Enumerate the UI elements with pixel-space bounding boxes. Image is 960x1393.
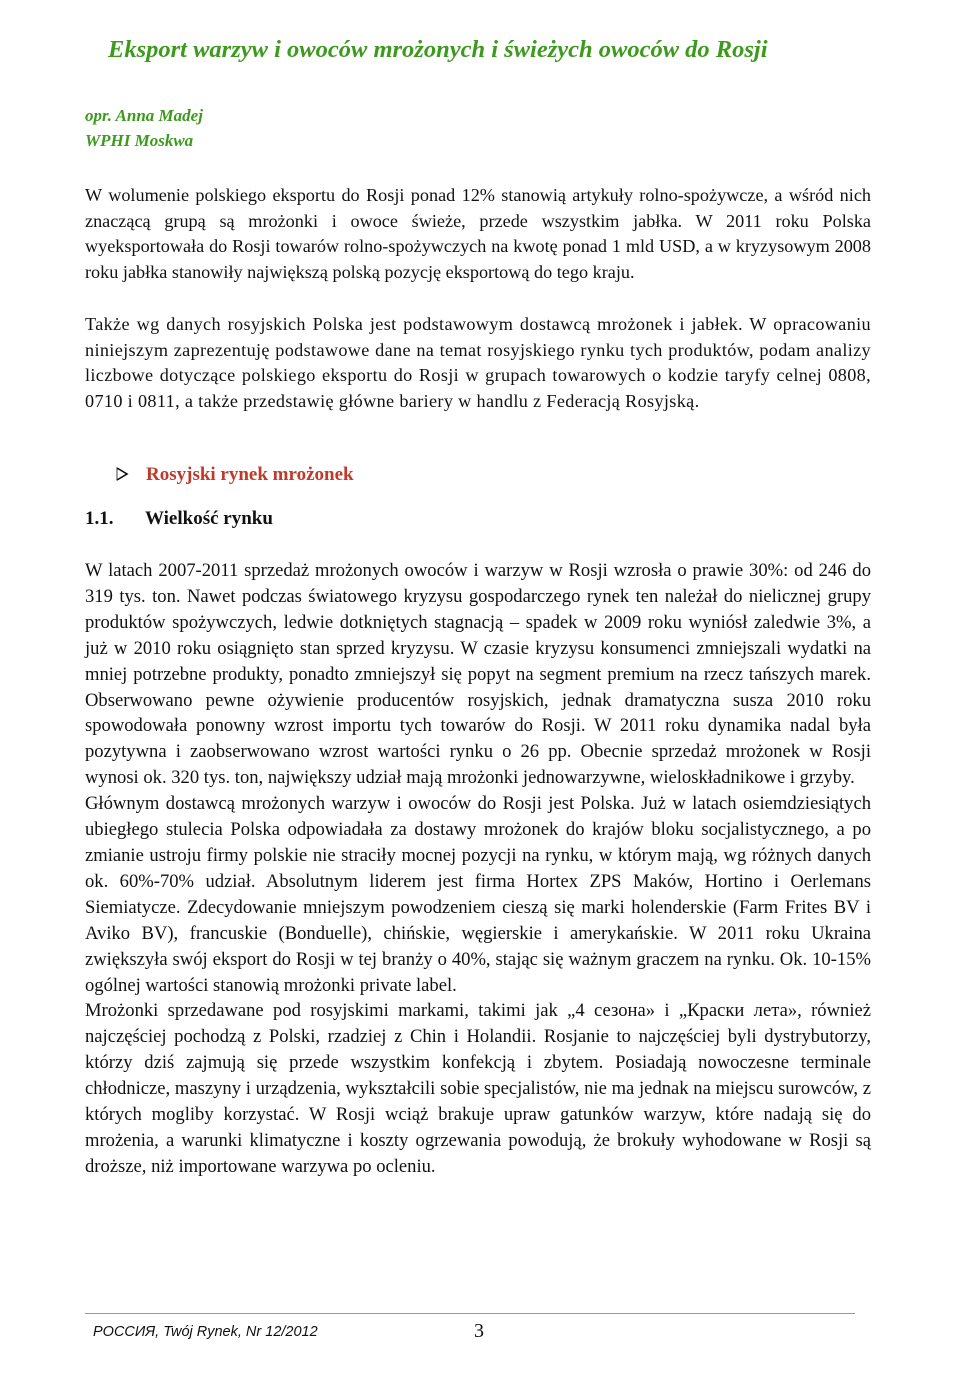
body-paragraph-1: W latach 2007-2011 sprzedaż mrożonych owoców i warzyw w Rosji wzrosła o prawie 30%: od 246 do 319 tys. ton. Nawet podczas światowego kryzysu gospodarczego rynek ten należał do nielicznej grupy produktów spożywczych, ledwie dotkniętych stagnacją – spadek w 2009 roku wyniósł zaledwie 3%, a już w 2010 roku osiągnięto stan sprzed kryzysu. W czasie kryzysu konsumenci zmniejszali wydatki na mniej potrzebne produkty, ponadto zmniejszył się popyt na segment premium na rzecz tańszych marek. Obserwowano pewne ożywienie producentów rosyjskich, jednak dramatyczna susza 2010 roku spowodowała ponowny wzrost importu tych towarów do Rosji. W 2011 roku dynamika nadal była pozytywna i zaobserwowano wzrost wartości rynku o 26 pp. Obecnie sprzedaż mrożonek w Rosji wynosi ok. 320 tys. ton, największy udział mają mrożonki jednowarzywne, wieloskładnikowe i grzyby.: [85, 560, 871, 789]
intro-paragraph-1: W wolumenie polskiego eksportu do Rosji ponad 12% stanowią artykuły rolno-spożywcze, a wśród nich znaczącą grupą są mrożonki i owoce świeże, przede wszystkim jabłka. W 2011 roku Polska wyeksportowała do Rosji towarów rolno-spożywczych na kwotę ponad 1 mld USD, a w kryzysowym 2008 roku jabłka stanowiły największą polską pozycję eksportową do tego kraju.: [85, 185, 871, 282]
subsection-heading-text: Wielkość rynku: [145, 508, 273, 529]
section-heading-text: Rosyjski rynek mrożonek: [146, 464, 354, 485]
body-paragraph-3: Mrożonki sprzedawane pod rosyjskimi markami, takimi jak „4 сезона» i „Краски лета», również najczęściej pochodzą z Polski, rzadziej z Chin i Holandii. Rosjanie to najczęściej byli dystrybutorzy, którzy dziś zajmują się przede wszystkim konfekcją i zbytem. Posiadają nowoczesne terminale chłodnicze, maszyny i urządzenia, wykształcili sobie specjalistów, nie ma jednak na miejscu surowców, z których mogliby korzystać. W Rosji wciąż brakuje upraw gatunków warzyw, które nadają się do mrożenia, a warunki klimatyczne i koszty ogrzewania powodują, że brokuły wyhodowane w Rosji są droższe, niż importowane warzywa po ocleniu.: [85, 1000, 871, 1177]
document-title: Eksport warzyw i owoców mrożonych i świeżych owoców do Rosji: [108, 36, 768, 63]
footer-divider: [85, 1313, 855, 1314]
author-block: [85, 103, 203, 153]
author-affiliation: WPHI Moskwa: [85, 131, 194, 150]
intro-paragraph-2: Także wg danych rosyjskich Polska jest podstawowym dostawcą mrożonek i jabłek. W opracowaniu niniejszym zaprezentuję podstawowe dane na temat rosyjskiego rynku tych produktów, podam analizy liczbowe dotyczące polskiego eksportu do Rosji w grupach towarowych o kodzie taryfy celnej 0808, 0710 i 0811, a także przedstawię główne bariery w handlu z Federacją Rosyjską.: [85, 314, 871, 411]
footer-publication: РОССИЯ, Twój Rynek, Nr 12/2012: [93, 1324, 318, 1340]
arrow-bullet-icon: [114, 464, 132, 485]
body-paragraph-2: Głównym dostawcą mrożonych warzyw i owoców do Rosji jest Polska. Już w latach osiemdziesiątych ubiegłego stulecia Polska odpowiadała za dostawy mrożonek do krajów bloku socjalistycznego, a po zmianie ustroju firmy polskie nie straciły mocnej pozycji na rynku, w którym mają, wg różnych danych ok. 60%-70% udział. Absolutnym liderem jest firma Hortex ZPS Maków, Hortino i Oerlemans Siemiatycze. Zdecydowanie mniejszym powodzeniem cieszą się marki holenderskie (Farm Frites BV i Aviko BV), francuskie (Bonduelle), chińskie, węgierskie i amerykańskie. W 2011 roku Ukraina zwiększyła swój eksport do Rosji w tej branży o 40%, stając się ważnym graczem na rynku. Ok. 10-15% ogólnej wartości stanowią mrożonki private label.: [85, 793, 871, 996]
body-text: [85, 558, 871, 1180]
section-heading: [114, 464, 354, 486]
subsection-heading: [85, 508, 273, 530]
author-name: opr. Anna Madej: [85, 106, 203, 125]
page-number: 3: [474, 1320, 484, 1342]
subsection-number: 1.1.: [85, 508, 114, 529]
